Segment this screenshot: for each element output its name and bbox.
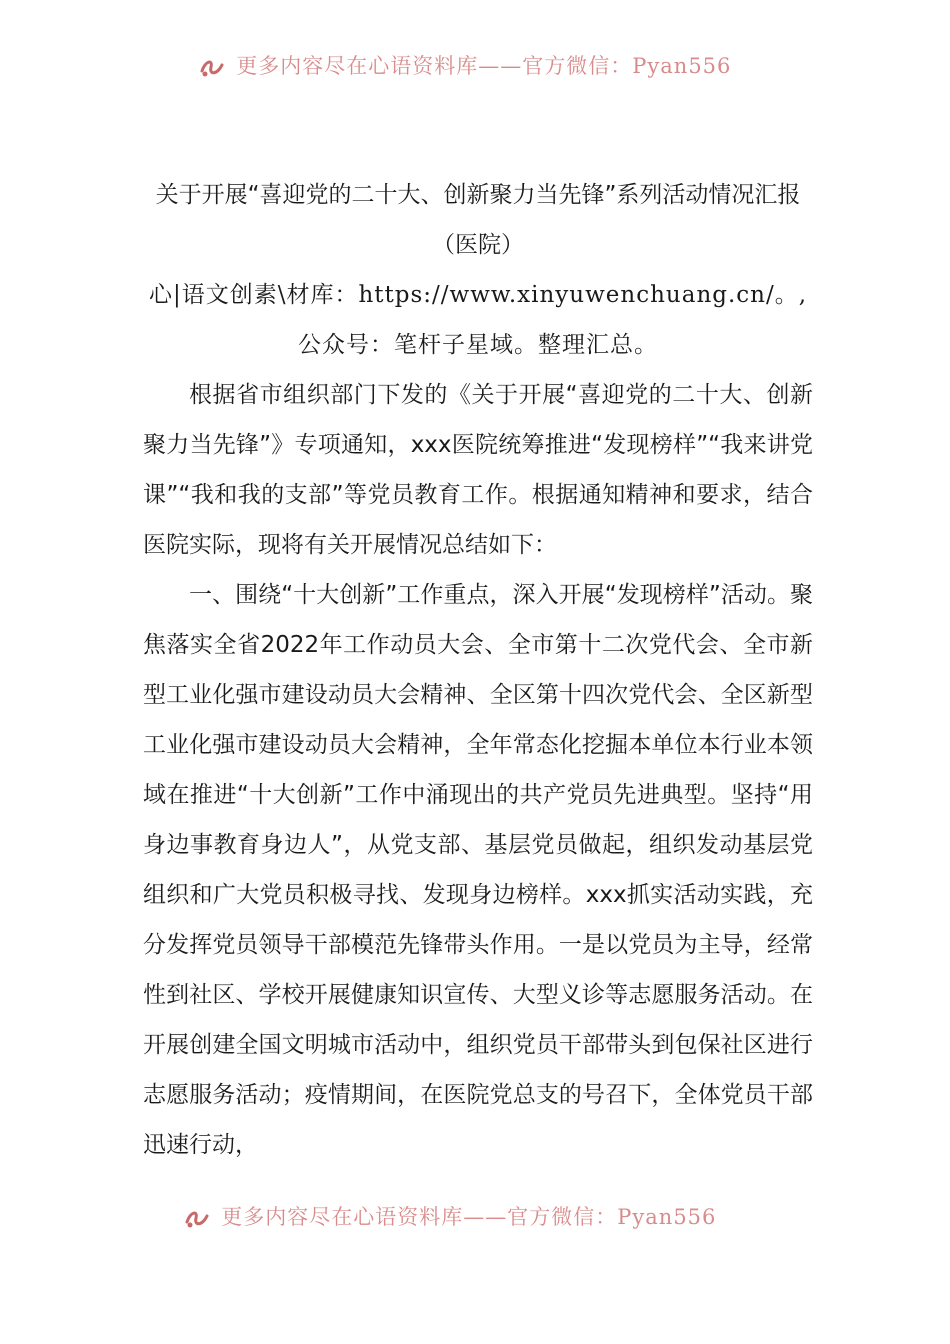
watermark-text: 更多内容尽在心语资料库——官方微信：Pyan556: [236, 54, 732, 78]
document-body: [143, 170, 813, 1170]
paragraph-section-one: 一、围绕“十大创新”工作重点，深入开展“发现榜样”活动。聚焦落实全省2022年工作动员大会、全市第十二次党代会、全市新型工业化强市建设动员大会精神、全区第十四次党代会、全区新型工业化强市建设动员大会精神，全年常态化挖掘本单位本行业本领域在推进“十大创新”工作中涌现出的共产党员先进典型。坚持“用身边事教育身边人”，从党支部、基层党员做起，组织发动基层党组织和广大党员积极寻找、发现身边榜样。xxx抓实活动实践，充分发挥党员领导干部模范先锋带头作用。一是以党员为主导，经常性到社区、学校开展健康知识宣传、大型义诊等志愿服务活动。在开展创建全国文明城市活动中，组织党员干部带头到包保社区进行志愿服务活动；疫情期间，在医院党总支的号召下，全体党员干部迅速行动，: [143, 582, 813, 1158]
watermark-logo-icon: [199, 57, 225, 79]
watermark-text: 更多内容尽在心语资料库——官方微信：Pyan556: [221, 1205, 717, 1229]
document-title: 关于开展“喜迎党的二十大、创新聚力当先锋”系列活动情况汇报（医院）: [155, 182, 801, 258]
paragraph-intro: 根据省市组织部门下发的《关于开展“喜迎党的二十大、创新聚力当先锋”》专项通知，xxx医院统筹推进“发现榜样”“我来讲党课”“我和我的支部”等党员教育工作。根据通知精神和要求，结合医院实际，现将有关开展情况总结如下：: [143, 382, 813, 558]
source-note: 心|语文创素\材库：https://www.xinyuwenchuang.cn/。,公众号：笔杆子星域。整理汇总。: [148, 282, 808, 358]
watermark-header: [0, 54, 950, 84]
watermark-logo-icon: [184, 1208, 210, 1230]
watermark-footer: [0, 1205, 950, 1235]
